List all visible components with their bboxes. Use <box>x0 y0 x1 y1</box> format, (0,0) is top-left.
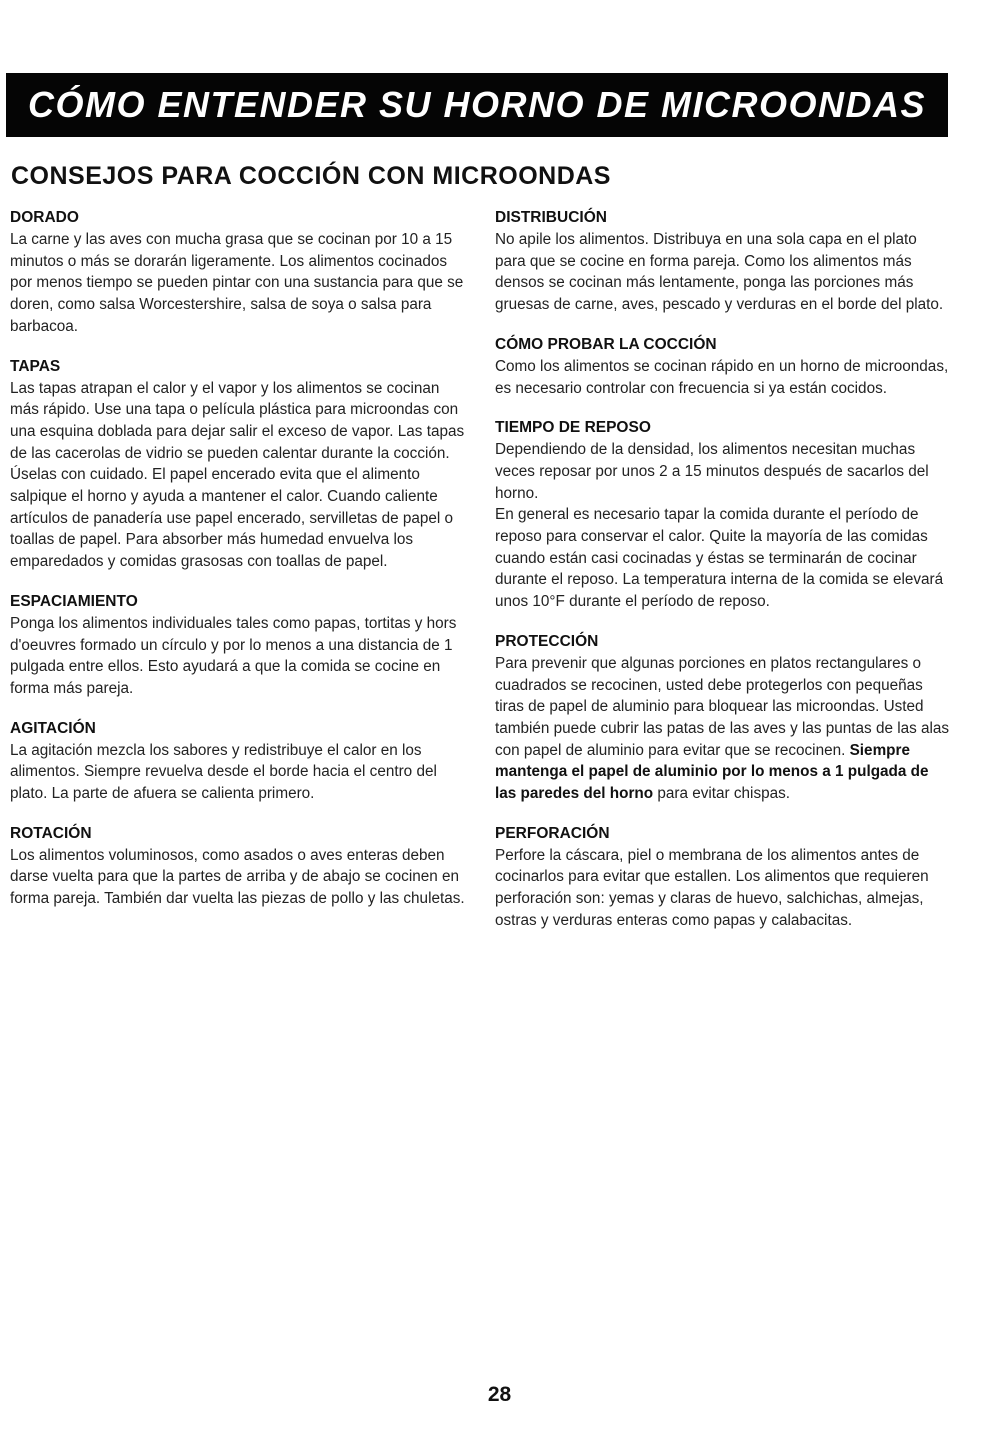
tip-body: Ponga los alimentos individuales tales como papas, tortitas y hors d'oeuvres formado un círculo y por lo menos a una distancia de 1 pulgada entre ellos. Esto ayudará a que la comida se cocine en forma más pareja. <box>10 614 457 697</box>
tip-heading: ROTACIÓN <box>10 824 92 842</box>
tip-body: La agitación mezcla los sabores y redistribuye el calor en los alimentos. Siempre revuelva desde el borde hacia el centro del plato. La parte de afuera se calienta primero. <box>10 741 437 803</box>
tip-heading: AGITACIÓN <box>10 719 96 737</box>
tip-rotacion <box>10 823 470 910</box>
tip-agitacion <box>10 718 470 805</box>
tip-heading: TIEMPO DE REPOSO <box>495 419 651 437</box>
tip-heading: TAPAS <box>10 357 61 375</box>
tip-espaciamiento <box>10 591 470 700</box>
tip-como-probar <box>495 334 950 399</box>
tip-body: Las tapas atrapan el calor y el vapor y los alimentos se cocinan más rápido. Use una tapa o película plástica para microondas con una esquina doblada para dejar salir el exceso de vapor. Las tapas de las cacerolas de vidrio se pueden calentar durante la cocción. Úselas con cuidado. El papel encerado evita que el alimento salpique el horno y ayuda a mantener el calor. Cuando caliente artículos de panadería use papel encerado, servilletas de papel o toallas de papel. Para absorber más humedad envuelva los emparedados y comidas grasosas con toallas de papel. <box>10 379 465 571</box>
tip-body: No apile los alimentos. Distribuya en una sola capa en el plato para que se cocine en forma pareja. Como los alimentos más densos se cocinan más lentamente, ponga las porciones más gruesas de carne, aves, pescado y verduras en el borde del plato. <box>495 231 944 314</box>
tip-distribucion <box>495 207 950 316</box>
tip-body-text: Para prevenir que algunas porciones en platos rectangulares o cuadrados se recocinen, usted debe protegerlos con pequeñas tiras de papel de aluminio para bloquear las microondas. Usted también puede cubrir las patas de las aves y las puntas de las alas con papel de aluminio para evitar que se recocinen. <box>495 654 950 759</box>
right-column <box>495 207 950 950</box>
tip-body-continued: En general es necesario tapar la comida durante el período de reposo para conservar el calor. Quite la mayoría de las comidas cuando están casi cocinadas y éstas se terminarán de cocinar durante el reposo. La temperatura interna de la comida se elevará unos 10°F durante el período de reposo. <box>495 506 944 611</box>
tip-heading: PROTECCIÓN <box>495 632 599 650</box>
tip-heading: PERFORACIÓN <box>495 824 610 842</box>
page-banner <box>6 73 948 137</box>
tip-body-tail: para evitar chispas. <box>657 785 791 803</box>
tip-dorado <box>10 207 470 338</box>
tip-proteccion <box>495 631 950 805</box>
tip-tapas <box>10 356 470 573</box>
tip-body: Los alimentos voluminosos, como asados o aves enteras deben darse vuelta para que la partes de arriba y de abajo se cocinen en forma pareja. También dar vuelta las piezas de pollo y las chuletas. <box>10 846 465 908</box>
tip-heading: ESPACIAMIENTO <box>10 592 138 610</box>
tip-body: Dependiendo de la densidad, los alimentos necesitan muchas veces reposar por unos 2 a 15 minutos después de sacarlos del horno. <box>495 441 929 502</box>
tip-heading: CÓMO PROBAR LA COCCIÓN <box>495 335 717 353</box>
left-column <box>10 207 470 928</box>
banner-title: CÓMO ENTENDER SU HORNO DE MICROONDAS <box>27 84 927 125</box>
tip-tiempo-reposo <box>495 417 950 613</box>
tip-body: Perfore la cáscara, piel o membrana de los alimentos antes de cocinarlos para evitar que estallen. Los alimentos que requieren perforación son: yemas y claras de huevo, salchichas, almejas, ostras y verduras enteras como papas y calabacitas. <box>495 846 929 929</box>
section-title: CONSEJOS PARA COCCIÓN CON MICROONDAS <box>11 162 611 190</box>
tip-body <box>495 653 950 805</box>
tip-body: La carne y las aves con mucha grasa que se cocinan por 10 a 15 minutos o más se dorarán ligeramente. Los alimentos cocinados por menos tiempo se pueden pintar con una sustancia para que se doren, como salsa Worcestershire, salsa de soya o salsa para barbacoa. <box>10 231 464 335</box>
tip-heading: DISTRIBUCIÓN <box>495 209 607 226</box>
warning-bold-text: Siempre mantenga el papel de aluminio por lo menos a 1 pulgada de las paredes del horno <box>495 741 929 803</box>
tip-body: Como los alimentos se cocinan rápido en un horno de microondas, es necesario controlar con frecuencia si ya están cocidos. <box>495 357 949 397</box>
tip-heading: DORADO <box>10 209 79 226</box>
page-number: 28 <box>487 1383 512 1406</box>
tip-perforacion <box>495 823 950 932</box>
